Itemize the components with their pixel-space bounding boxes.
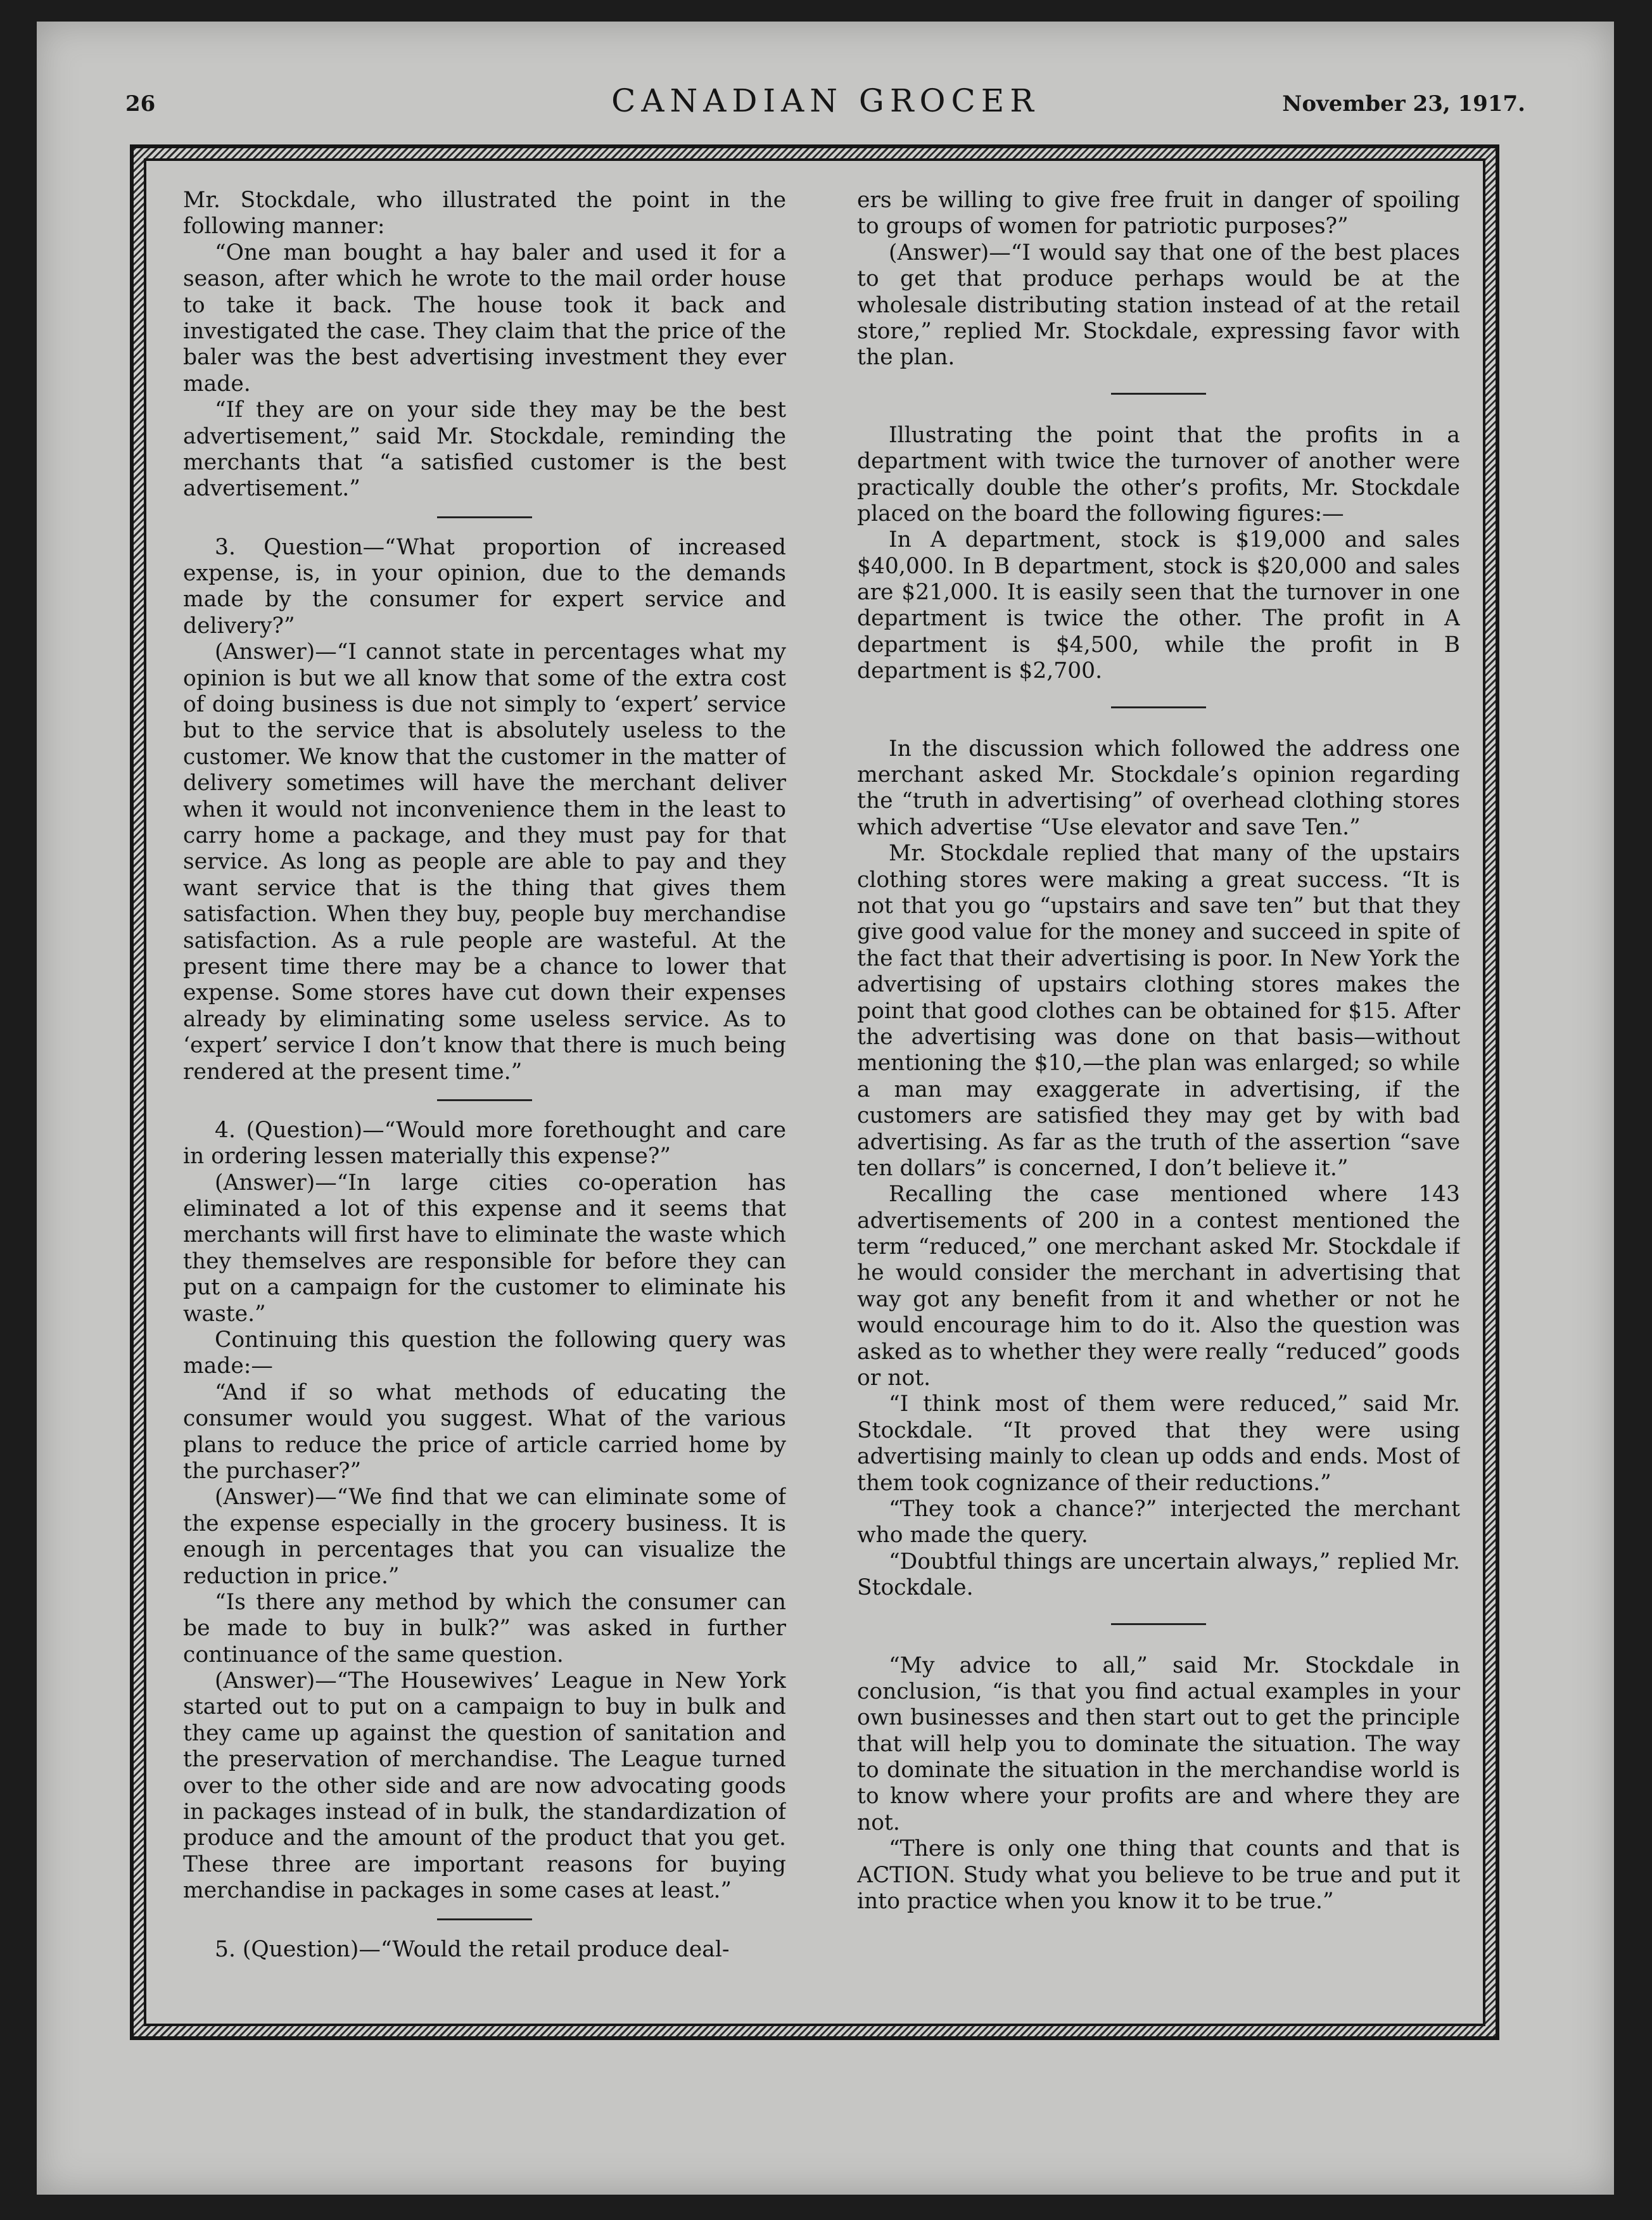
article-frame xyxy=(130,144,1499,2040)
paragraph: Continuing this question the following query was made:— xyxy=(183,1327,786,1379)
running-head xyxy=(125,82,1525,120)
paragraph: “They took a chance?” interjected the merchant who made the query. xyxy=(857,1496,1460,1548)
page-number: 26 xyxy=(125,91,156,117)
paragraph: Recalling the case mentioned where 143 advertisements of 200 in a contest mentioned the term “reduced,” one merchant asked Mr. Stockdale if he would consider the merchant in advertising that way got any benefit from it and whether or not he would encourage him to do it. Also the question was asked as to whether they were really “reduced” goods or not. xyxy=(857,1182,1460,1391)
section-divider xyxy=(437,516,532,518)
paragraph: (Answer)—“We find that we can eliminate some of the expense especially in the grocery business. It is enough in percentages that you can visualize the reduction in price.” xyxy=(183,1484,786,1589)
paragraph: (Answer)—“I cannot state in percentages what my opinion is but we all know that some of the extra cost of doing business is due not simply to ‘expert’ service but to the service that is absolutely useless to the customer. We know that the customer in the matter of delivery sometimes will have the merchant deliver when it would not inconvenience them in the least to carry home a package, and they must pay for that service. As long as people are able to pay and they want service that is the thing that gives them satisfaction. When they buy, people buy merchandise satisfaction. As a rule people are wasteful. At the present time there may be a chance to lower that expense. Some stores have cut down their expenses already by eliminating some useless service. As to ‘expert’ service I don’t know that there is much being rendered at the present time.” xyxy=(183,639,786,1085)
section-divider xyxy=(1111,1623,1206,1625)
paragraph: “If they are on your side they may be the best advertisement,” said Mr. Stockdale, reminding the merchants that “a satisfied customer is the best advertisement.” xyxy=(183,397,786,502)
section-divider xyxy=(437,1099,532,1101)
section-divider xyxy=(437,1918,532,1920)
right-column xyxy=(857,188,1460,1998)
paragraph: Illustrating the point that the profits in a department with twice the turnover of another were practically double the other’s profits, Mr. Stockdale placed on the board the following figures:— xyxy=(857,422,1460,526)
left-column xyxy=(183,188,786,1998)
paragraph: “Doubtful things are uncertain always,” replied Mr. Stockdale. xyxy=(857,1548,1460,1601)
paragraph: “I think most of them were reduced,” said Mr. Stockdale. “It proved that they were using advertising mainly to clean up odds and ends. Most of them took cognizance of their reductions.” xyxy=(857,1391,1460,1496)
paragraph: (Answer)—“The Housewives’ League in New York started out to put on a campaign to buy in bulk and they came up against the question of sanitation and the preservation of merchandise. The League turned over to the other side and are now advocating goods in packages instead of in bulk, the standardization of produce and the amount of the product that you get. These three are important reasons for buying merchandise in packages in some cases at least.” xyxy=(183,1668,786,1904)
paragraph: (Answer)—“I would say that one of the best places to get that produce perhaps would be at the wholesale distributing station instead of at the retail store,” replied Mr. Stockdale, expressing favor with the plan. xyxy=(857,239,1460,371)
journal-title: CANADIAN GROCER xyxy=(611,82,1039,119)
issue-date: November 23, 1917. xyxy=(1282,91,1525,117)
paragraph: 3. Question—“What proportion of increased expense, is, in your opinion, due to the demands made by the consumer for expert service and delivery?” xyxy=(183,534,786,639)
paragraph: “My advice to all,” said Mr. Stockdale in conclusion, “is that you find actual examples in your own businesses and then start out to get the principle that will help you to dominate the situation. The way to dominate the situation in the merchandise world is to know where your profits are and where they are not. xyxy=(857,1652,1460,1835)
paragraph: Mr. Stockdale, who illustrated the point in the following manner: xyxy=(183,188,786,239)
paragraph: 5. (Question)—“Would the retail produce deal- xyxy=(215,1936,730,1962)
section-divider xyxy=(1111,706,1206,708)
paragraph: Mr. Stockdale replied that many of the upstairs clothing stores were making a great success. “It is not that you go “upstairs and save ten” but that they give good value for the money and succeed in spite of the fact that their advertising is poor. In New York the advertising of upstairs clothing stores makes the point that good clothes can be obtained for $15. After the advertising was done on that basis—without mentioning the $10,—the plan was enlarged; so while a man may exaggerate in advertising, if the customers are satisfied they may get by with bad advertising. As far as the truth of the assertion “save ten dollars” is concerned, I don’t believe it.” xyxy=(857,841,1460,1181)
paragraph: “And if so what methods of educating the consumer would you suggest. What of the various plans to reduce the price of article carried home by the purchaser?” xyxy=(183,1379,786,1484)
paragraph: In A department, stock is $19,000 and sales $40,000. In B department, stock is $20,000 and sales are $21,000. It is easily seen that the turnover in one department is twice the other. The profit in A department is $4,500, while the profit in B department is $2,700. xyxy=(857,527,1460,684)
paragraph: “One man bought a hay baler and used it for a season, after which he wrote to the mail order house to take it back. The house took it back and investigated the case. They claim that the price of the baler was the best advertising investment they ever made. xyxy=(183,239,786,397)
section-divider xyxy=(1111,393,1206,395)
article-body xyxy=(144,158,1485,2026)
paragraph: “There is only one thing that counts and that is ACTION. Study what you believe to be true and put it into practice when you know it to be true.” xyxy=(857,1836,1460,1915)
paragraph: 4. (Question)—“Would more forethought and care in ordering lessen materially this expense?” xyxy=(183,1117,786,1170)
paragraph: ers be willing to give free fruit in danger of spoiling to groups of women for patriotic purposes?” xyxy=(857,188,1460,239)
paragraph: “Is there any method by which the consumer can be made to buy in bulk?” was asked in further continuance of the same question. xyxy=(183,1589,786,1668)
paragraph: In the discussion which followed the address one merchant asked Mr. Stockdale’s opinion regarding the “truth in advertising” of overhead clothing stores which advertise “Use elevator and save Ten.” xyxy=(857,736,1460,840)
paragraph: (Answer)—“In large cities co-operation has eliminated a lot of this expense and it seems that merchants will first have to eliminate the waste which they themselves are responsible for before they can put on a campaign for the customer to eliminate his waste.” xyxy=(183,1170,786,1327)
